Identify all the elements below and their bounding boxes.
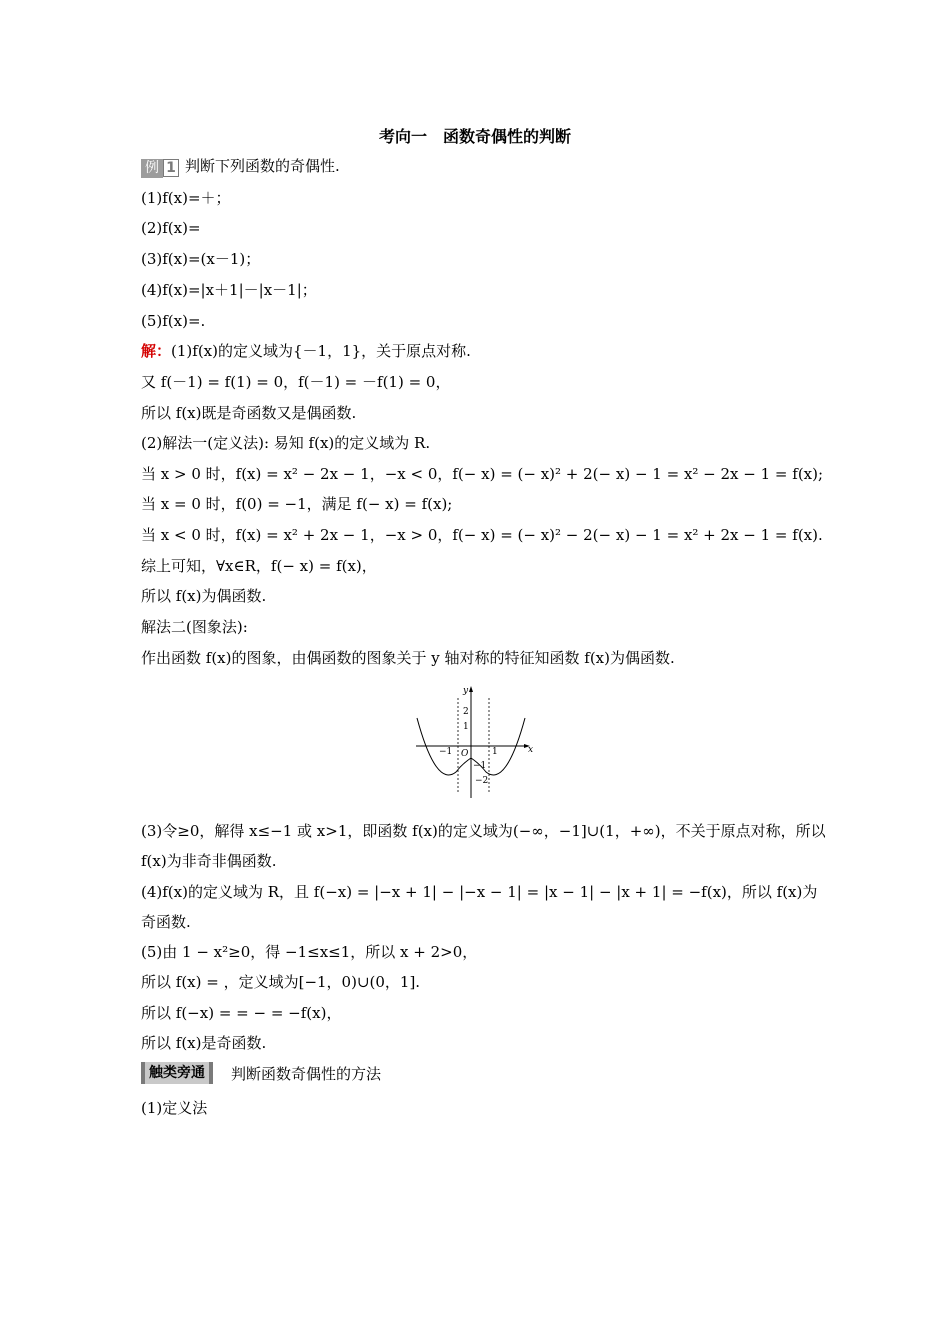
- tick-pos1: 1: [492, 747, 498, 757]
- tick-neg1: −1: [439, 747, 453, 757]
- tag-bar-right: [209, 1062, 213, 1084]
- solution-line-11: 作出函数 f(x)的图象，由偶函数的图象关于 y 轴对称的特征知函数 f(x)为偶函数.: [141, 649, 675, 667]
- solution-line-12: (3)令≥0，解得 x≤−1 或 x>1，即函数 f(x)的定义域为(−∞，−1]∪(1，+∞)，不关于原点对称，所以 f(x)为非奇非偶函数.: [141, 822, 826, 870]
- section-title: 考向一 函数奇偶性的判断: [378, 127, 571, 146]
- x-axis-label: x: [528, 745, 534, 755]
- example-line: [141, 156, 831, 178]
- solution-line-5: 当 x > 0 时，f(x) = x² − 2x − 1，−x < 0，f(− x) = (− x)² + 2(− x) − 1 = x² − 2x − 1 = f(x);: [141, 465, 824, 483]
- method-tag: [141, 1062, 381, 1084]
- y-axis-arrow: [469, 686, 473, 692]
- tick-y-neg2: −2: [475, 776, 489, 786]
- problem-5: (5)f(x)=.: [141, 312, 206, 330]
- solution-line-4: (2)解法一(定义法): 易知 f(x)的定义域为 R.: [141, 434, 431, 452]
- solution-line-9: 所以 f(x)为偶函数.: [141, 587, 267, 605]
- example-badge: 例 1: [141, 157, 179, 178]
- tick-1: 1: [463, 722, 469, 732]
- solution-line-15: 所以 f(x) = ，定义域为[−1，0)∪(0，1].: [141, 973, 421, 991]
- example-prompt: 判断下列函数的奇偶性.: [185, 157, 340, 175]
- problem-3: (3)f(x)=(x－1)；: [141, 250, 261, 268]
- problem-1: (1)f(x)=＋；: [141, 189, 231, 207]
- origin-label: O: [461, 749, 469, 759]
- tick-y-neg1: −1: [473, 761, 487, 771]
- problem-2: (2)f(x)=: [141, 219, 201, 237]
- solution-line-7: 当 x < 0 时，f(x) = x² + 2x − 1，−x > 0，f(− x) = (− x)² − 2(− x) − 1 = x² + 2x − 1 = f(x).: [141, 526, 823, 544]
- solution-line-3: 所以 f(x)既是奇函数又是偶函数.: [141, 404, 357, 422]
- solution-line-2: 又 f(－1) = f(1) = 0，f(－1) = －f(1) = 0，: [141, 373, 451, 391]
- method-heading: 判断函数奇偶性的方法: [231, 1064, 382, 1083]
- solution-line-14: (5)由 1 − x²≥0，得 −1≤x≤1，所以 x + 2>0，: [141, 943, 478, 961]
- solution-label: 解：: [141, 342, 172, 360]
- solution-line-16: 所以 f(−x) = = − = −f(x)，: [141, 1004, 342, 1022]
- tick-2: 2: [463, 707, 469, 717]
- solution-line-1: 解：(1)f(x)的定义域为{－1，1}，关于原点对称.: [141, 342, 471, 360]
- solution-line-8: 综上可知，∀x∈R，f(− x) = f(x)，: [141, 557, 377, 575]
- solution-line-17: 所以 f(x)是奇函数.: [141, 1034, 267, 1052]
- problem-4: (4)f(x)=|x＋1|－|x－1|；: [141, 281, 317, 299]
- solution-line-10: 解法二(图象法):: [141, 618, 248, 636]
- method-line-1: (1)定义法: [141, 1099, 208, 1117]
- solution-line-13: (4)f(x)的定义域为 R，且 f(−x) = |−x + 1| − |−x − 1| = |x − 1| − |x + 1| = −f(x)，所以 f(x)为奇函数.: [141, 883, 818, 931]
- y-axis-label: y: [463, 686, 469, 696]
- function-graph: [414, 684, 536, 800]
- solution-line-6: 当 x = 0 时，f(0) = −1，满足 f(− x) = f(x);: [141, 495, 453, 513]
- tag-text: 触类旁通: [145, 1062, 209, 1084]
